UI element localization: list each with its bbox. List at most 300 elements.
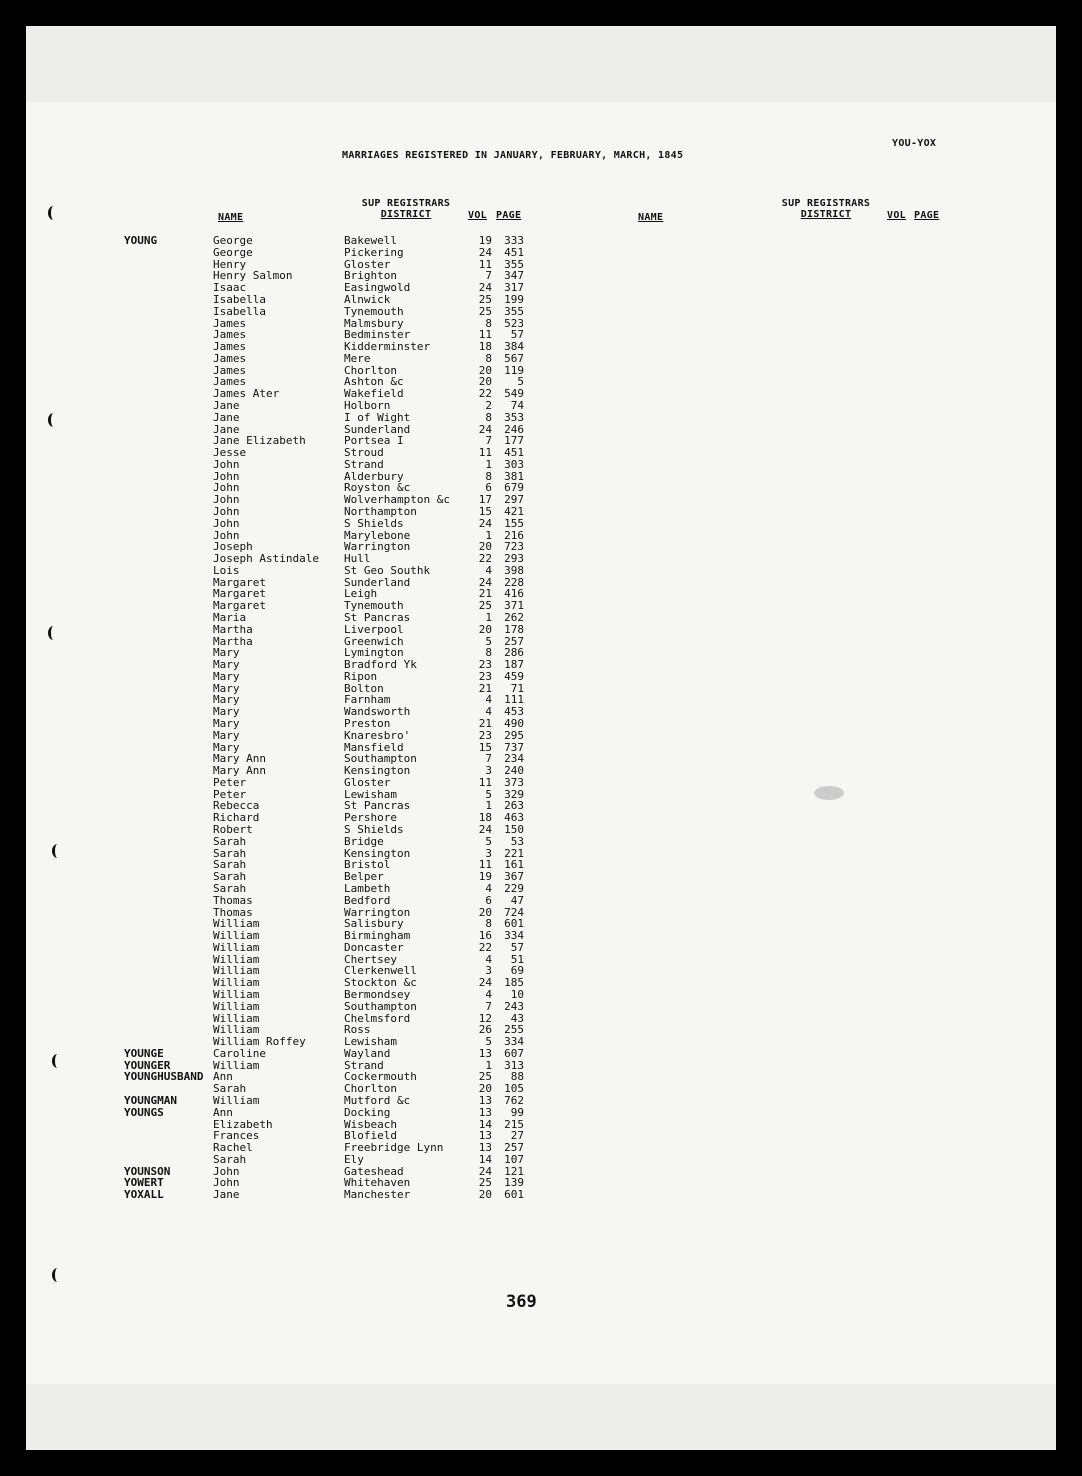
page-cell: 228	[504, 575, 524, 589]
page-cell: 107	[504, 1152, 524, 1166]
table-row	[26, 1047, 586, 1059]
page-cell: 381	[504, 469, 524, 483]
district-cell: Birmingham	[344, 929, 411, 942]
vol-cell: 7	[485, 269, 492, 283]
name-cell: Joseph	[213, 540, 253, 554]
district-cell: Sunderland	[344, 422, 411, 436]
vol-cell: 11	[478, 446, 492, 459]
surname-cell: YOUNGE	[124, 1046, 164, 1060]
table-row	[26, 258, 586, 270]
vol-cell: 5	[485, 787, 492, 801]
name-cell: Sarah	[213, 1152, 247, 1166]
name-cell: William	[213, 940, 260, 954]
vol-cell: 20	[478, 1188, 492, 1202]
table-row	[26, 481, 586, 493]
name-cell: Jane	[213, 410, 240, 424]
surname-cell: YOUNGMAN	[124, 1093, 177, 1107]
page-cell: 74	[510, 398, 524, 412]
name-cell: William	[213, 1023, 260, 1037]
page-cell: 334	[504, 929, 524, 942]
district-cell: Knaresbro'	[344, 728, 411, 742]
district-cell: Malmsbury	[344, 316, 404, 330]
table-row	[26, 269, 586, 281]
vol-cell: 25	[478, 304, 492, 318]
page-title: MARRIAGES REGISTERED IN JANUARY, FEBRUARY, MARCH, 1845	[342, 150, 684, 161]
vol-cell: 11	[478, 775, 492, 789]
table-row	[26, 599, 586, 611]
col-header-name-right: NAME	[638, 212, 664, 223]
name-cell: William	[213, 976, 260, 990]
page-cell: 57	[510, 328, 524, 342]
district-cell: Whitehaven	[344, 1176, 411, 1190]
page-cell: 177	[504, 434, 524, 448]
name-cell: Elizabeth	[213, 1117, 273, 1131]
district-cell: Strand	[344, 1058, 384, 1072]
table-row	[26, 811, 586, 823]
table-row	[26, 505, 586, 517]
table-row	[26, 293, 586, 305]
vol-cell: 22	[478, 940, 492, 954]
name-cell: William	[213, 917, 260, 931]
surname-cell: YOWERT	[124, 1176, 164, 1190]
name-cell: John	[213, 528, 240, 542]
vol-cell: 5	[485, 834, 492, 848]
district-cell: Preston	[344, 717, 391, 730]
vol-cell: 1	[485, 1058, 492, 1072]
district-cell: Lewisham	[344, 787, 397, 801]
district-cell: Kidderminster	[344, 340, 431, 353]
vol-cell: 8	[485, 316, 492, 330]
page-cell: 523	[504, 316, 524, 330]
table-row	[26, 305, 586, 317]
table-row	[26, 1000, 586, 1012]
page-cell: 549	[504, 387, 524, 401]
vol-cell: 4	[485, 693, 492, 707]
page-cell: 373	[504, 775, 524, 789]
table-row	[26, 1129, 586, 1141]
district-cell: Ross	[344, 1023, 371, 1037]
vol-cell: 24	[478, 516, 492, 530]
page-cell: 43	[510, 1011, 524, 1025]
name-cell: George	[213, 245, 253, 259]
district-cell: S Shields	[344, 516, 404, 530]
district-cell: Manchester	[344, 1188, 411, 1202]
vol-cell: 14	[478, 1117, 492, 1131]
name-cell: James	[213, 340, 247, 353]
name-cell: Jane	[213, 398, 240, 412]
table-row	[26, 623, 586, 635]
district-cell: Wandsworth	[344, 705, 411, 719]
table-row	[26, 317, 586, 329]
name-cell: Mary	[213, 693, 240, 707]
table-row	[26, 635, 586, 647]
col-header-district-left: SUP REGISTRARS DISTRICT	[361, 198, 451, 220]
name-cell: Joseph Astindale	[213, 552, 319, 566]
table-row	[26, 917, 586, 929]
table-row	[26, 823, 586, 835]
vol-cell: 3	[485, 964, 492, 978]
name-cell: James	[213, 375, 247, 389]
district-cell: Kensington	[344, 764, 411, 778]
page-cell: 57	[510, 940, 524, 954]
vol-cell: 7	[485, 752, 492, 766]
vol-cell: 8	[485, 917, 492, 931]
table-row	[26, 835, 586, 847]
district-cell: Lambeth	[344, 881, 391, 895]
table-row	[26, 729, 586, 741]
name-cell: Margaret	[213, 575, 266, 589]
district-cell: Bristol	[344, 858, 391, 872]
name-cell: Henry Salmon	[213, 269, 293, 283]
name-cell: John	[213, 1164, 240, 1178]
table-row	[26, 1094, 586, 1106]
vol-cell: 20	[478, 363, 492, 377]
vol-cell: 8	[485, 646, 492, 660]
table-row	[26, 693, 586, 705]
table-row	[26, 646, 586, 658]
table-row	[26, 799, 586, 811]
district-cell: Ashton &c	[344, 375, 404, 389]
table-row	[26, 976, 586, 988]
page-cell: 221	[504, 846, 524, 860]
vol-cell: 13	[478, 1046, 492, 1060]
vol-cell: 4	[485, 563, 492, 577]
name-cell: William	[213, 1011, 260, 1025]
table-row	[26, 1059, 586, 1071]
name-cell: John	[213, 504, 240, 518]
vol-cell: 15	[478, 504, 492, 518]
name-cell: William	[213, 1093, 260, 1107]
district-cell: Blofield	[344, 1129, 397, 1143]
district-cell: Alderbury	[344, 469, 404, 483]
vol-cell: 2	[485, 398, 492, 412]
table-row	[26, 858, 586, 870]
surname-cell: YOXALL	[124, 1188, 164, 1202]
punch-hole-icon	[52, 1268, 63, 1282]
table-row	[26, 446, 586, 458]
page-number: 369	[506, 1292, 537, 1312]
district-cell: Gloster	[344, 775, 391, 789]
name-cell: Mary	[213, 717, 240, 730]
district-cell: I of Wight	[344, 410, 411, 424]
name-cell: Mary	[213, 681, 240, 695]
table-row	[26, 576, 586, 588]
page-cell: 367	[504, 870, 524, 884]
vol-cell: 25	[478, 599, 492, 613]
page-cell: 601	[504, 917, 524, 931]
district-cell: Wayland	[344, 1046, 391, 1060]
table-row	[26, 941, 586, 953]
page-cell: 69	[510, 964, 524, 978]
page-cell: 263	[504, 799, 524, 813]
name-cell: James	[213, 316, 247, 330]
page-cell: 71	[510, 681, 524, 695]
page-cell: 451	[504, 245, 524, 259]
table-row	[26, 352, 586, 364]
name-cell: Jane Elizabeth	[213, 434, 306, 448]
page-cell: 416	[504, 587, 524, 601]
table-row	[26, 493, 586, 505]
name-cell: Isabella	[213, 292, 266, 306]
vol-cell: 24	[478, 976, 492, 990]
district-cell: Doncaster	[344, 940, 404, 954]
vol-cell: 5	[485, 1035, 492, 1048]
district-cell: Greenwich	[344, 634, 404, 648]
table-row	[26, 1188, 586, 1200]
name-cell: William	[213, 1058, 260, 1072]
name-cell: Sarah	[213, 1082, 247, 1096]
table-row	[26, 788, 586, 800]
vol-cell: 23	[478, 658, 492, 672]
vol-cell: 4	[485, 952, 492, 966]
table-row	[26, 540, 586, 552]
district-cell: Belper	[344, 870, 384, 884]
page-cell: 88	[510, 1070, 524, 1084]
vol-cell: 8	[485, 351, 492, 365]
district-cell: Mutford &c	[344, 1093, 411, 1107]
name-cell: John	[213, 1176, 240, 1190]
page-cell: 240	[504, 764, 524, 778]
name-cell: Jane	[213, 422, 240, 436]
surname-cell: YOUNGHUSBAND	[124, 1070, 204, 1084]
table-row	[26, 741, 586, 753]
page-cell: 490	[504, 717, 524, 730]
vol-cell: 21	[478, 587, 492, 601]
table-row	[26, 870, 586, 882]
page-cell: 139	[504, 1176, 524, 1190]
vol-cell: 4	[485, 705, 492, 719]
table-row	[26, 364, 586, 376]
vol-cell: 20	[478, 905, 492, 919]
name-cell: Rebecca	[213, 799, 260, 813]
district-cell: Pickering	[344, 245, 404, 259]
page-cell: 459	[504, 669, 524, 683]
district-cell: Ely	[344, 1152, 364, 1166]
page-cell: 293	[504, 552, 524, 566]
table-row	[26, 894, 586, 906]
page-cell: 161	[504, 858, 524, 872]
page-cell: 384	[504, 340, 524, 353]
table-row	[26, 340, 586, 352]
district-cell: Southampton	[344, 999, 417, 1013]
page-cell: 257	[504, 634, 524, 648]
district-cell: Salisbury	[344, 917, 404, 931]
district-cell: Tynemouth	[344, 304, 404, 318]
district-cell: Ripon	[344, 669, 378, 683]
table-row	[26, 399, 586, 411]
page-cell: 333	[504, 234, 524, 247]
vol-cell: 16	[478, 929, 492, 942]
page-cell: 105	[504, 1082, 524, 1096]
district-cell: Bedminster	[344, 328, 411, 342]
table-row	[26, 964, 586, 976]
page-cell: 255	[504, 1023, 524, 1037]
vol-cell: 17	[478, 493, 492, 507]
vol-cell: 22	[478, 552, 492, 566]
name-cell: Lois	[213, 563, 240, 577]
name-cell: James	[213, 351, 247, 365]
name-cell: Sarah	[213, 881, 247, 895]
name-cell: William	[213, 952, 260, 966]
district-cell: Marylebone	[344, 528, 411, 542]
page-cell: 121	[504, 1164, 524, 1178]
page-cell: 317	[504, 281, 524, 295]
district-cell: Brighton	[344, 269, 397, 283]
table-row	[26, 434, 586, 446]
vol-cell: 1	[485, 528, 492, 542]
table-row	[26, 682, 586, 694]
name-cell: Thomas	[213, 905, 253, 919]
vol-cell: 13	[478, 1105, 492, 1119]
name-cell: Mary	[213, 728, 240, 742]
page-cell: 679	[504, 481, 524, 495]
name-cell: Martha	[213, 622, 253, 636]
district-cell: Gateshead	[344, 1164, 404, 1178]
page-cell: 187	[504, 658, 524, 672]
name-cell: John	[213, 469, 240, 483]
table-row	[26, 375, 586, 387]
district-cell: St Pancras	[344, 611, 411, 624]
name-cell: James	[213, 363, 247, 377]
vol-cell: 4	[485, 881, 492, 895]
name-cell: Mary Ann	[213, 752, 266, 766]
vol-cell: 8	[485, 410, 492, 424]
vol-cell: 18	[478, 811, 492, 825]
district-cell: Royston &c	[344, 481, 411, 495]
vol-cell: 8	[485, 469, 492, 483]
page-cell: 27	[510, 1129, 524, 1143]
table-row	[26, 387, 586, 399]
page-cell: 216	[504, 528, 524, 542]
name-cell: Ann	[213, 1070, 233, 1084]
table-row	[26, 246, 586, 258]
table-row	[26, 953, 586, 965]
name-cell: William	[213, 964, 260, 978]
name-cell: Sarah	[213, 834, 247, 848]
district-cell: Cockermouth	[344, 1070, 417, 1084]
name-cell: Martha	[213, 634, 253, 648]
table-row	[26, 552, 586, 564]
name-cell: John	[213, 481, 240, 495]
table-row	[26, 517, 586, 529]
page-cell: 111	[504, 693, 524, 707]
vol-cell: 12	[478, 1011, 492, 1025]
district-cell: Docking	[344, 1105, 391, 1119]
name-cell: Sarah	[213, 858, 247, 872]
vol-cell: 19	[478, 234, 492, 247]
district-cell: Bradford Yk	[344, 658, 417, 672]
vol-cell: 24	[478, 245, 492, 259]
page-cell: 99	[510, 1105, 524, 1119]
district-cell: Bolton	[344, 681, 384, 695]
top-margin	[26, 26, 1056, 102]
district-cell: Warrington	[344, 540, 411, 554]
table-row	[26, 564, 586, 576]
vol-cell: 19	[478, 870, 492, 884]
vol-cell: 23	[478, 728, 492, 742]
page-cell: 567	[504, 351, 524, 365]
page-cell: 737	[504, 740, 524, 754]
table-row	[26, 882, 586, 894]
name-cell: Maria	[213, 611, 247, 624]
name-cell: Ann	[213, 1105, 233, 1119]
vol-cell: 20	[478, 622, 492, 636]
page-cell: 421	[504, 504, 524, 518]
district-cell: Chertsey	[344, 952, 397, 966]
page-cell: 371	[504, 599, 524, 613]
table-row	[26, 1106, 586, 1118]
vol-cell: 11	[478, 328, 492, 342]
name-cell: Jesse	[213, 446, 247, 459]
vol-cell: 11	[478, 858, 492, 872]
table-row	[26, 752, 586, 764]
district-cell: Tynemouth	[344, 599, 404, 613]
name-cell: Mary Ann	[213, 764, 266, 778]
table-row	[26, 328, 586, 340]
page-cell: 119	[504, 363, 524, 377]
district-cell: Sunderland	[344, 575, 411, 589]
name-cell: William	[213, 987, 260, 1001]
page-cell: 178	[504, 622, 524, 636]
page-cell: 286	[504, 646, 524, 660]
page-cell: 5	[517, 375, 524, 389]
vol-cell: 20	[478, 1082, 492, 1096]
page-cell: 329	[504, 787, 524, 801]
district-cell: Wisbeach	[344, 1117, 397, 1131]
name-cell: Richard	[213, 811, 260, 825]
table-row	[26, 776, 586, 788]
district-cell: Bermondsey	[344, 987, 411, 1001]
page-cell: 453	[504, 705, 524, 719]
name-cell: Rachel	[213, 1141, 253, 1155]
district-cell: Chorlton	[344, 1082, 397, 1096]
vol-cell: 14	[478, 1152, 492, 1166]
page-cell: 463	[504, 811, 524, 825]
vol-cell: 25	[478, 292, 492, 306]
table-row	[26, 423, 586, 435]
vol-cell: 6	[485, 893, 492, 907]
page-cell: 762	[504, 1093, 524, 1107]
district-cell: Mere	[344, 351, 371, 365]
col-header-page-left: PAGE	[496, 210, 522, 221]
table-row	[26, 411, 586, 423]
vol-cell: 3	[485, 846, 492, 860]
district-cell: Freebridge Lynn	[344, 1141, 444, 1155]
table-row	[26, 529, 586, 541]
name-cell: Mary	[213, 646, 240, 660]
table-row	[26, 906, 586, 918]
page-cell: 723	[504, 540, 524, 554]
district-cell: Easingwold	[344, 281, 411, 295]
vol-cell: 6	[485, 481, 492, 495]
vol-cell: 5	[485, 634, 492, 648]
surname-cell: YOUNG	[124, 234, 158, 247]
district-cell: Liverpool	[344, 622, 404, 636]
table-row	[26, 1153, 586, 1165]
name-cell: Robert	[213, 823, 253, 836]
table-row	[26, 611, 586, 623]
punch-hole-icon	[48, 206, 59, 220]
vol-cell: 1	[485, 457, 492, 471]
page-cell: 295	[504, 728, 524, 742]
page-cell: 303	[504, 457, 524, 471]
page-cell: 313	[504, 1058, 524, 1072]
vol-cell: 13	[478, 1141, 492, 1155]
vol-cell: 13	[478, 1129, 492, 1143]
district-cell: Chelmsford	[344, 1011, 411, 1025]
page-cell: 150	[504, 823, 524, 836]
page-cell: 199	[504, 292, 524, 306]
